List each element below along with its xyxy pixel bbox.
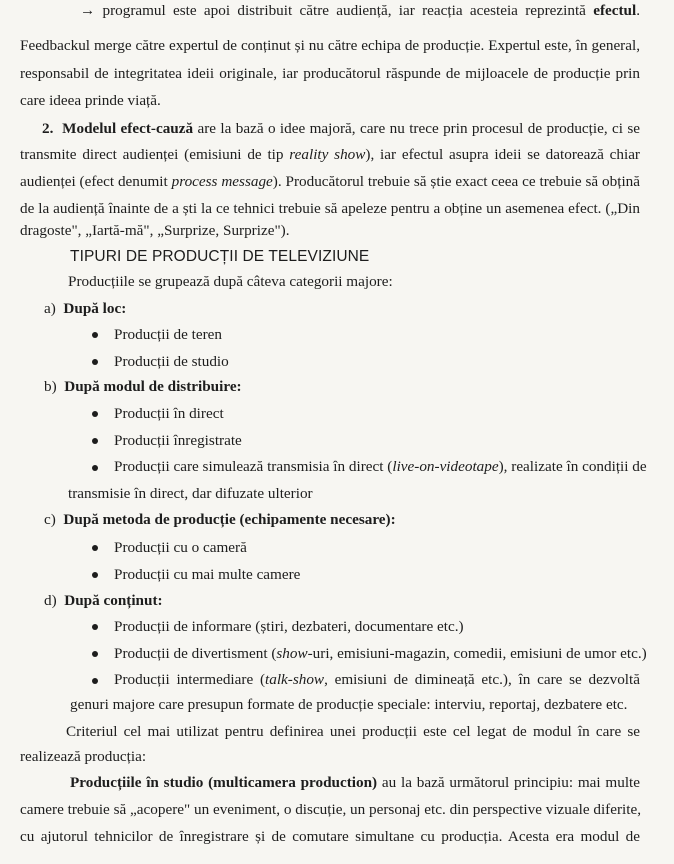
category-a-heading — [44, 300, 126, 318]
category-d-heading — [44, 592, 163, 610]
paragraph2-line2 — [20, 146, 640, 164]
category-d-item-3 — [114, 671, 640, 689]
category-d-item-2 — [114, 645, 647, 663]
p2-line3-b: ). Producătorul trebuie să știe exact ceea ce trebuie să obțină — [272, 173, 640, 190]
category-c-letter: c) — [44, 511, 56, 528]
paragraph2-line5: dragoste", „Iartă-mă", „Surprize, Surprize"). — [20, 222, 290, 239]
category-d-title: După conținut: — [64, 592, 163, 609]
category-b-title: După modul de distribuire: — [64, 378, 242, 395]
paragraph1-line3: responsabil de integritatea ideii originale, iar producătorul răspunde de mijloacele de producție prin — [20, 65, 640, 82]
paragraph1-line4: care ideea prinde viață. — [20, 92, 161, 109]
p1-line1-end: . — [636, 2, 641, 19]
bullet-icon — [92, 411, 98, 417]
d-item3-b: , emisiuni de dimineață etc.), în care se dezvoltă — [324, 671, 640, 688]
bullet-icon — [92, 651, 98, 657]
category-c-heading — [44, 511, 396, 529]
paragraph2-line3 — [20, 173, 640, 191]
paragraph2-line4: de la audiență înainte de a ști la ce tehnici trebuie să apeleze pentru a obține un asemenea efect. („Din — [20, 200, 640, 217]
paragraph1-line2: Feedbackul merge către expertul de conținut și nu către echipa de producție. Expertul este, în general, — [20, 37, 640, 54]
category-c-item-2: Producții cu mai multe camere — [114, 566, 301, 583]
bullet-icon — [92, 545, 98, 551]
bullet-icon — [92, 678, 98, 684]
category-d-item-1: Producții de informare (știri, dezbateri, documentare etc.) — [114, 618, 464, 635]
category-c-title: După metoda de producție (echipamente necesare): — [63, 511, 396, 528]
category-a-letter: a) — [44, 300, 56, 317]
bullet-icon — [92, 359, 98, 365]
d-item2-a: Producții de divertisment ( — [114, 645, 277, 662]
section-heading: TIPURI DE PRODUCȚII DE TELEVIZIUNE — [70, 248, 370, 265]
d-item3-italic: talk-show — [265, 671, 325, 688]
bullet-icon — [92, 572, 98, 578]
bullet-icon — [92, 438, 98, 444]
p1-bold-effect: efectul — [593, 2, 637, 19]
studio-line2: camere trebuie să „acopere" un eveniment, o discuție, un personaj etc. din perspective vizuale diferite, — [20, 801, 642, 818]
p2-number: 2. — [42, 120, 54, 137]
category-b-item-3-line2: transmisie în direct, dar difuzate ulterior — [68, 485, 313, 502]
criterion-line1: Criteriul cel mai utilizat pentru definirea unei producții este cel legat de modul în care se — [66, 723, 640, 740]
category-b-item-1: Producții în direct — [114, 405, 224, 422]
categories-intro: Producțiile se grupează după câteva categorii majore: — [68, 273, 393, 290]
b-item3-italic: live-on-videotape — [392, 458, 499, 475]
p2-italic-process: process message — [171, 173, 273, 190]
p2-line2-a: transmite direct audienței (emisiuni de tip — [20, 146, 284, 163]
studio-bold: Producțiile în studio (multicamera production) — [70, 774, 378, 791]
category-a-item-2: Producții de studio — [114, 353, 229, 370]
d-item3-a: Producții intermediare ( — [114, 671, 265, 688]
b-item3-b: ), realizate în condiții de — [498, 458, 647, 475]
criterion-line2: realizează producția: — [20, 748, 147, 765]
d-item2-italic: show — [276, 645, 308, 662]
studio-line1-rest: au la bază următorul principiu: mai multe — [381, 774, 640, 791]
paragraph2-line1 — [42, 120, 640, 138]
b-item3-a: Producții care simulează transmisia în direct ( — [114, 458, 393, 475]
p2-italic-reality: reality show — [289, 146, 366, 163]
p1-line1-text: programul este apoi distribuit către audiență, iar reacția acesteia reprezintă — [102, 2, 586, 19]
bullet-icon — [92, 465, 98, 471]
category-b-heading — [44, 378, 242, 396]
category-a-item-1: Producții de teren — [114, 326, 222, 343]
p2-line1-rest: are la bază o idee majoră, care nu trece prin procesul de producție, ci se — [197, 120, 641, 137]
bullet-icon — [92, 332, 98, 338]
category-d-letter: d) — [44, 592, 57, 609]
arrow-glyph: → — [80, 2, 96, 19]
category-b-item-3 — [114, 458, 647, 476]
category-b-letter: b) — [44, 378, 57, 395]
category-b-item-2: Producții înregistrate — [114, 432, 242, 449]
p2-bold-label: Modelul efect-cauză — [62, 120, 194, 137]
p2-line3-a: audienței (efect denumit — [20, 173, 168, 190]
category-d-item-3-line2: genuri majore care presupun formate de producție speciale: interviu, reportaj, dezbatere etc. — [70, 696, 628, 713]
bullet-icon — [92, 624, 98, 630]
d-item2-b: -uri, emisiuni-magazin, comedii, emisiuni de umor etc.) — [307, 645, 647, 662]
category-c-item-1: Producții cu o cameră — [114, 539, 247, 556]
studio-line3: cu ajutorul tehnicilor de înregistrare și de comutare simultane cu producția. Acesta era modul de — [20, 828, 640, 845]
paragraph1-line1 — [80, 2, 640, 20]
studio-line1 — [70, 774, 640, 792]
category-a-title: După loc: — [63, 300, 127, 317]
p2-line2-b: ), iar efectul asupra ideii se datorează chiar — [365, 146, 640, 163]
